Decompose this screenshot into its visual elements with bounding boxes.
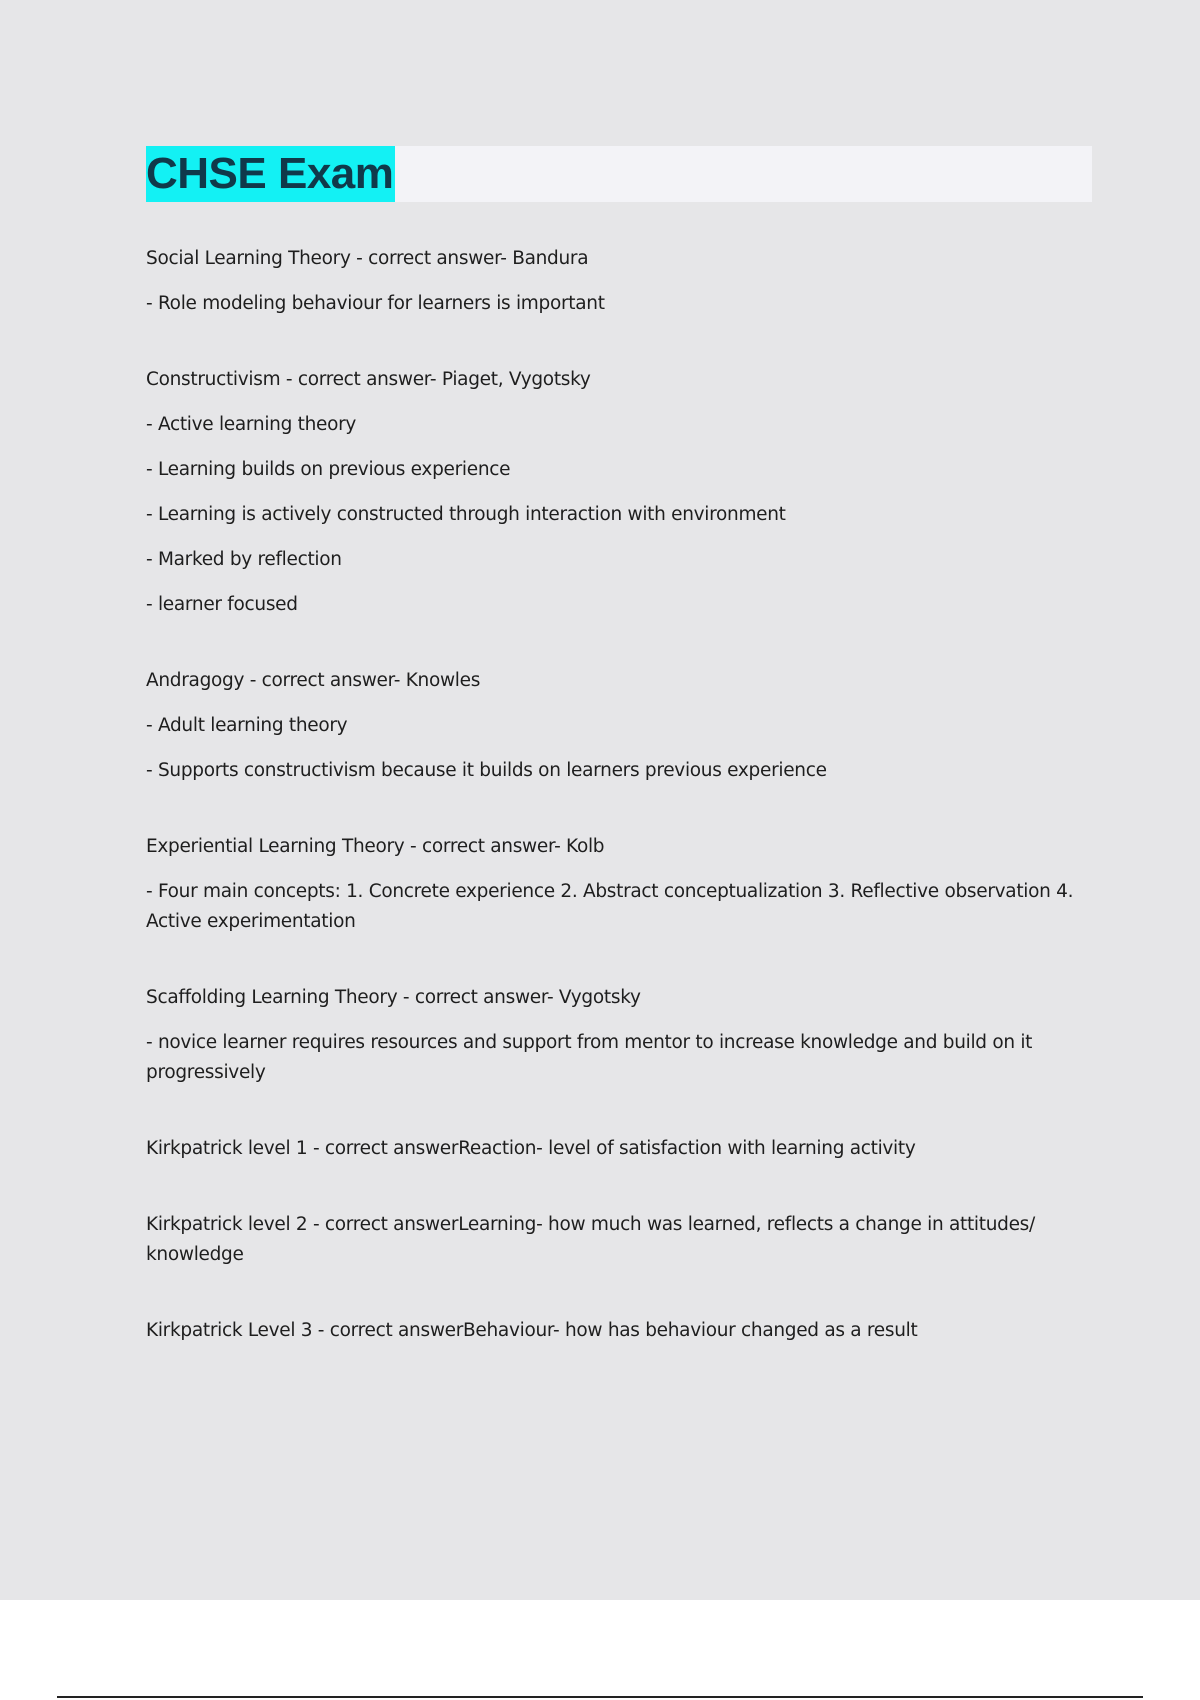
- footer-divider: [57, 1696, 1143, 1698]
- qa-entry: [146, 1210, 1092, 1270]
- qa-entry: [146, 1316, 1092, 1346]
- entry-line: Scaffolding Learning Theory - correct answer- Vygotsky: [146, 987, 641, 1008]
- entry-line: Kirkpatrick level 2 - correct answerLearning- how much was learned, reflects a change in attitudes/ knowledge: [146, 1214, 1035, 1265]
- qa-entry: [146, 983, 1092, 1088]
- entry-line: Social Learning Theory - correct answer- Bandura: [146, 248, 589, 269]
- entry-line: - Role modeling behaviour for learners is important: [146, 293, 605, 314]
- qa-entries: [146, 244, 1092, 1346]
- qa-entry: [146, 244, 1092, 319]
- entry-line: - Active learning theory: [146, 414, 357, 435]
- entry-line: - Four main concepts: 1. Concrete experience 2. Abstract conceptualization 3. Reflective observation 4. Active experimentation: [146, 881, 1074, 932]
- entry-line: Experiential Learning Theory - correct answer- Kolb: [146, 836, 605, 857]
- entry-line: - Learning builds on previous experience: [146, 459, 511, 480]
- entry-line: - Supports constructivism because it builds on learners previous experience: [146, 760, 827, 781]
- entry-line: - Learning is actively constructed through interaction with environment: [146, 504, 786, 525]
- qa-entry: [146, 1134, 1092, 1164]
- qa-entry: [146, 832, 1092, 937]
- entry-line: Andragogy - correct answer- Knowles: [146, 670, 481, 691]
- document-content: [146, 146, 1092, 1392]
- qa-entry: [146, 666, 1092, 786]
- title-bar: [146, 146, 1092, 202]
- qa-entry: [146, 365, 1092, 620]
- entry-line: Kirkpatrick level 1 - correct answerReaction- level of satisfaction with learning activity: [146, 1138, 916, 1159]
- entry-line: - novice learner requires resources and support from mentor to increase knowledge and build on it progressively: [146, 1032, 1033, 1083]
- entry-line: - Adult learning theory: [146, 715, 348, 736]
- document-title: CHSE Exam: [146, 146, 395, 202]
- entry-line: - Marked by reflection: [146, 549, 342, 570]
- entry-line: - learner focused: [146, 594, 298, 615]
- entry-line: Constructivism - correct answer- Piaget, Vygotsky: [146, 369, 591, 390]
- entry-line: Kirkpatrick Level 3 - correct answerBehaviour- how has behaviour changed as a result: [146, 1320, 918, 1341]
